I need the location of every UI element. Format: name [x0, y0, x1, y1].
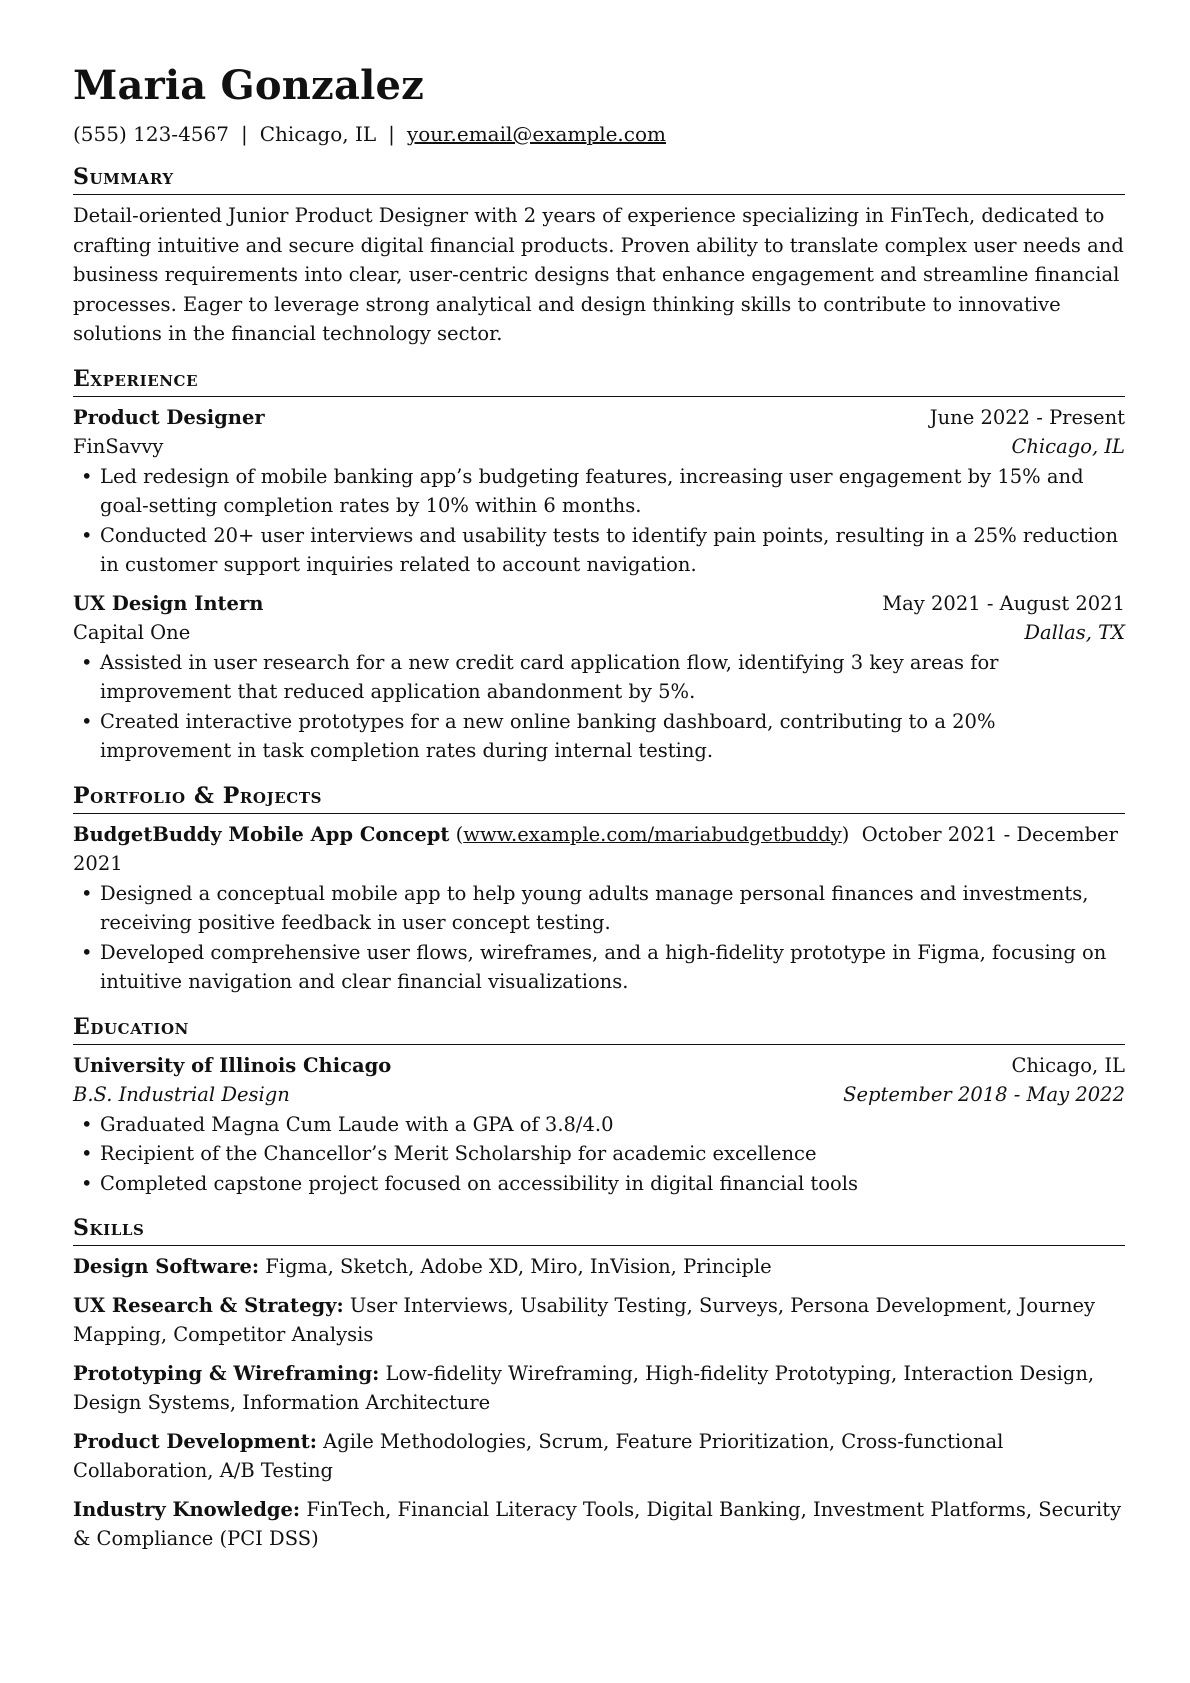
- job-dates: May 2021 - August 2021: [882, 591, 1125, 615]
- skill-value: Figma, Sketch, Adobe XD, Miro, InVision, Principle: [265, 1255, 772, 1278]
- project-dates: October 2021 - December 2021: [73, 822, 1118, 875]
- skill-line: [73, 1359, 1125, 1418]
- bullet-text: Completed capstone project focused on accessibility in digital financial tools: [100, 1171, 858, 1195]
- bullet-text: Created interactive prototypes for a new online banking dashboard, contributing to a 20% improvement in task completion rates during internal testing.: [100, 709, 996, 762]
- bullet-icon: •: [81, 1171, 93, 1195]
- section-title-summary: Summary: [73, 164, 1125, 195]
- school-location: Chicago, IL: [1011, 1053, 1125, 1077]
- bullet-icon: •: [81, 709, 93, 733]
- bullet-icon: •: [81, 1112, 93, 1136]
- list-item: [73, 938, 1125, 997]
- projects-section: [73, 783, 1125, 997]
- skill-label: Design Software:: [73, 1255, 260, 1278]
- resume-page: [73, 58, 1125, 1554]
- skill-line: [73, 1427, 1125, 1486]
- bullet-text: Assisted in user research for a new credit card application flow, identifying 3 key areas for improvement that reduced application abandonment by 5%.: [100, 650, 999, 703]
- list-item: [73, 1169, 1125, 1199]
- project-heading: BudgetBuddy Mobile App Concept (www.example.com/mariabudgetbuddy) October 2021 - December 2021: [73, 822, 1118, 875]
- skill-line: [73, 1252, 1125, 1282]
- job-entry: [73, 403, 1125, 580]
- bullet-text: Graduated Magna Cum Laude with a GPA of 3.8/4.0: [100, 1112, 614, 1136]
- bullet-icon: •: [81, 940, 93, 964]
- summary-text: Detail-oriented Junior Product Designer with 2 years of experience specializing in FinTech, dedicated to crafting intuitive and secure digital financial products. Proven ability to translate complex user needs and business requirements into clear, user-centric designs that enhance engagement and streamline financial processes. Eager to leverage strong analytical and design thinking skills to contribute to innovative solutions in the financial technology sector.: [73, 204, 1124, 345]
- project-name: BudgetBuddy Mobile App Concept: [73, 822, 450, 846]
- contact-separator: |: [388, 122, 395, 146]
- bullet-text: Conducted 20+ user interviews and usability tests to identify pain points, resulting in a 25% reduction in customer support inquiries related to account navigation.: [100, 523, 1119, 576]
- list-item: [73, 1139, 1125, 1169]
- phone-number: (555) 123-4567: [73, 122, 229, 146]
- bullet-text: Designed a conceptual mobile app to help young adults manage personal finances and investments, receiving positive feedback in user concept testing.: [100, 881, 1089, 934]
- job-bullets: [73, 462, 1125, 580]
- location-text: Chicago, IL: [259, 122, 377, 146]
- section-title-education: Education: [73, 1014, 1125, 1045]
- list-item: [73, 521, 1125, 580]
- job-entry: [73, 589, 1125, 766]
- project-bullets: [73, 879, 1125, 997]
- education-bullets: [73, 1110, 1125, 1199]
- contact-line: [73, 121, 1125, 147]
- section-title-skills: Skills: [73, 1215, 1125, 1246]
- bullet-icon: •: [81, 464, 93, 488]
- job-company: Capital One: [73, 621, 191, 644]
- job-bullets: [73, 648, 1125, 766]
- experience-section: [73, 366, 1125, 766]
- skill-value: Agile Methodologies, Scrum, Feature Prioritization, Cross-functional Collaboration, A/B Testing: [73, 1429, 1004, 1482]
- bullet-icon: •: [81, 523, 93, 547]
- list-item: [73, 879, 1125, 938]
- skill-value: Low-fidelity Wireframing, High-fidelity Prototyping, Interaction Design, Design Systems, Information Architecture: [73, 1361, 1095, 1414]
- project-entry: [73, 820, 1125, 997]
- bullet-icon: •: [81, 1142, 93, 1165]
- bullet-text: Recipient of the Chancellor’s Merit Scholarship for academic excellence: [100, 1142, 817, 1165]
- education-section: [73, 1014, 1125, 1199]
- list-item: [73, 707, 1125, 766]
- skill-label: Product Development:: [73, 1429, 317, 1453]
- list-item: [73, 648, 1125, 707]
- section-title-experience: Experience: [73, 366, 1125, 397]
- education-entry: [73, 1051, 1125, 1199]
- education-dates: September 2018 - May 2022: [843, 1083, 1125, 1106]
- degree-name: B.S. Industrial Design: [73, 1083, 290, 1106]
- bullet-icon: •: [81, 881, 93, 905]
- job-role: Product Designer: [73, 405, 265, 429]
- job-dates: June 2022 - Present: [929, 405, 1125, 429]
- candidate-name: Maria Gonzalez: [73, 62, 425, 109]
- bullet-text: Developed comprehensive user flows, wireframes, and a high-fidelity prototype in Figma, focusing on intuitive navigation and clear financial visualizations.: [100, 940, 1107, 993]
- skill-label: Industry Knowledge:: [73, 1497, 301, 1521]
- bullet-icon: •: [81, 650, 93, 674]
- school-name: University of Illinois Chicago: [73, 1053, 392, 1077]
- skill-value: User Interviews, Usability Testing, Surveys, Persona Development, Journey Mapping, Competitor Analysis: [73, 1293, 1096, 1346]
- section-title-projects: Portfolio & Projects: [73, 783, 1125, 814]
- job-role: UX Design Intern: [73, 591, 264, 615]
- list-item: [73, 1110, 1125, 1140]
- summary-section: [73, 164, 1125, 349]
- project-link[interactable]: www.example.com/mariabudgetbuddy: [463, 822, 842, 846]
- skill-value: FinTech, Financial Literacy Tools, Digital Banking, Investment Platforms, Security & Compliance (PCI DSS): [73, 1497, 1122, 1550]
- list-item: [73, 462, 1125, 521]
- skill-label: Prototyping & Wireframing:: [73, 1361, 380, 1385]
- job-location: Chicago, IL: [1011, 435, 1125, 458]
- email-link[interactable]: your.email@example.com: [406, 122, 666, 146]
- skill-line: [73, 1495, 1125, 1554]
- job-location: Dallas, TX: [1024, 621, 1125, 644]
- skill-line: [73, 1291, 1125, 1350]
- skill-label: UX Research & Strategy:: [73, 1293, 344, 1317]
- contact-separator: |: [240, 122, 248, 146]
- skills-section: [73, 1215, 1125, 1554]
- job-company: FinSavvy: [73, 435, 164, 458]
- bullet-text: Led redesign of mobile banking app’s budgeting features, increasing user engagement by 15% and goal-setting completion rates by 10% within 6 months.: [100, 464, 1084, 517]
